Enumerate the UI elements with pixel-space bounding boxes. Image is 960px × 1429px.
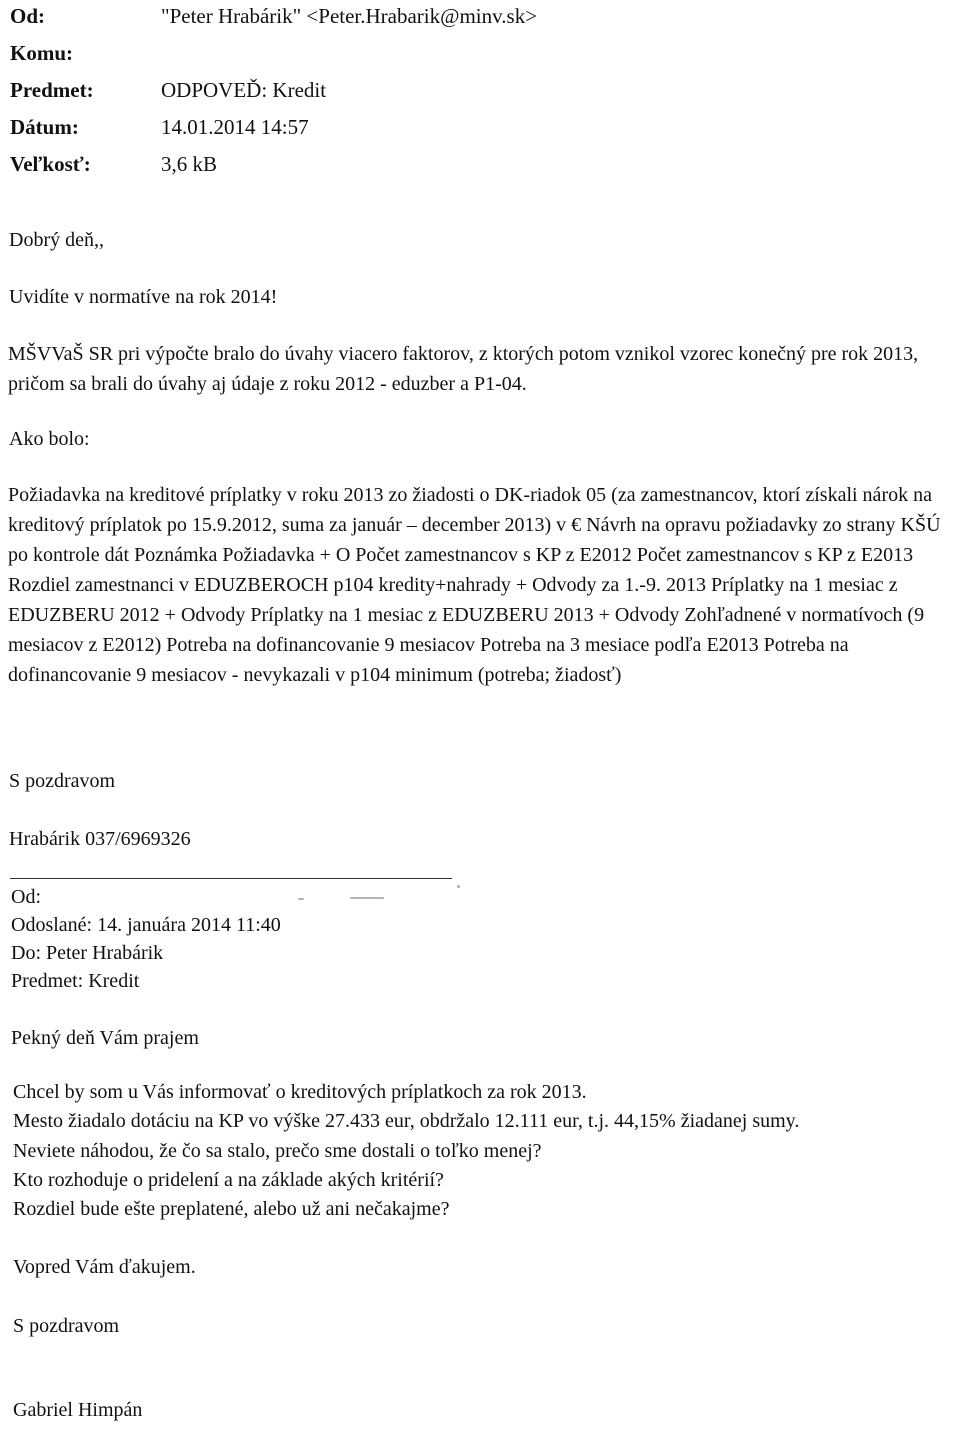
header-from-row [10,4,910,34]
forwarded-from-label: Od: [11,886,41,908]
date-value: 14.01.2014 14:57 [161,115,309,139]
from-value: "Peter Hrabárik" <Peter.Hrabarik@minv.sk> [161,4,538,28]
forwarded-thanks: Vopred Vám ďakujem. [13,1256,196,1278]
header-size-row [10,152,910,182]
header-to-row [10,41,910,71]
subject-label: Predmet: [10,78,94,102]
reply-paragraph-table-text: Požiadavka na kreditové príplatky v roku 2013 zo žiadosti o DK-riadok 05 (za zamestnancov, ktorí získali nárok na kreditový príplatok po 15.9.2012, suma za január – december 2013) v € Návrh na opravu požiadavky zo strany KŠÚ po kontrole dát Poznámka Požiadavka + O Počet zamestnancov s KP z E2012 Počet zamestnancov s KP z E2013 Rozdiel zamestnanci v EDUZBEROCH p104 kredity+nahrady + Odvody za 1.-9. 2013 Príplatky na 1 mesiac z EDUZBERU 2012 + Odvody Príplatky na 1 mesiac z EDUZBERU 2013 + Odvody Zohľadnené v normatívoch (9 mesiacov z E2012) Potreba na dofinancovanie 9 mesiacov Potreba na 3 mesiace podľa E2013 Potreba na dofinancovanie 9 mesiacov - nevykazali v p104 minimum (potreba; žiadosť) [8,484,941,686]
forwarded-line: Chcel by som u Vás informovať o kreditových príplatkoch za rok 2013. [13,1081,587,1103]
forwarded-to: Do: Peter Hrabárik [11,942,164,964]
reply-line-normative: Uvidíte v normatíve na rok 2014! [9,286,278,308]
forwarded-closing: S pozdravom [13,1315,120,1337]
subject-value: ODPOVEĎ: Kredit [161,78,327,102]
size-value: 3,6 kB [161,152,218,176]
scan-speck [457,885,460,888]
scan-speck [350,897,384,899]
reply-signature: Hrabárik 037/6969326 [9,828,191,850]
forward-separator [10,878,452,879]
reply-closing: S pozdravom [9,770,116,792]
forwarded-line: Kto rozhoduje o pridelení a na základe akých kritérií? [13,1169,444,1191]
forwarded-line: Rozdiel bude ešte preplatené, alebo už ani nečakajme? [13,1198,450,1220]
forwarded-subject: Predmet: Kredit [11,970,140,992]
to-label: Komu: [10,41,73,65]
header-date-row [10,115,910,145]
reply-greeting: Dobrý deň,, [9,229,104,251]
from-label: Od: [10,4,46,28]
forwarded-sent: Odoslané: 14. januára 2014 11:40 [11,914,281,936]
forwarded-signature: Gabriel Himpán [13,1399,143,1421]
date-label: Dátum: [10,115,79,139]
forwarded-greeting: Pekný deň Vám prajem [11,1027,199,1049]
header-subject-row [10,78,910,108]
reply-paragraph-formula: MŠVVaŠ SR pri výpočte bralo do úvahy viacero faktorov, z ktorých potom vznikol vzorec konečný pre rok 2013, pričom sa brali do úvahy aj údaje z roku 2012 - eduzber a P1-04. [8,343,919,395]
forwarded-line: Mesto žiadalo dotáciu na KP vo výške 27.433 eur, obdržalo 12.111 eur, t.j. 44,15% žiadanej sumy. [13,1110,800,1132]
scan-speck [298,898,304,900]
forwarded-line: Neviete náhodou, že čo sa stalo, prečo sme dostali o toľko menej? [13,1140,542,1162]
reply-ako-bolo: Ako bolo: [9,428,90,450]
size-label: Veľkosť: [10,152,91,176]
